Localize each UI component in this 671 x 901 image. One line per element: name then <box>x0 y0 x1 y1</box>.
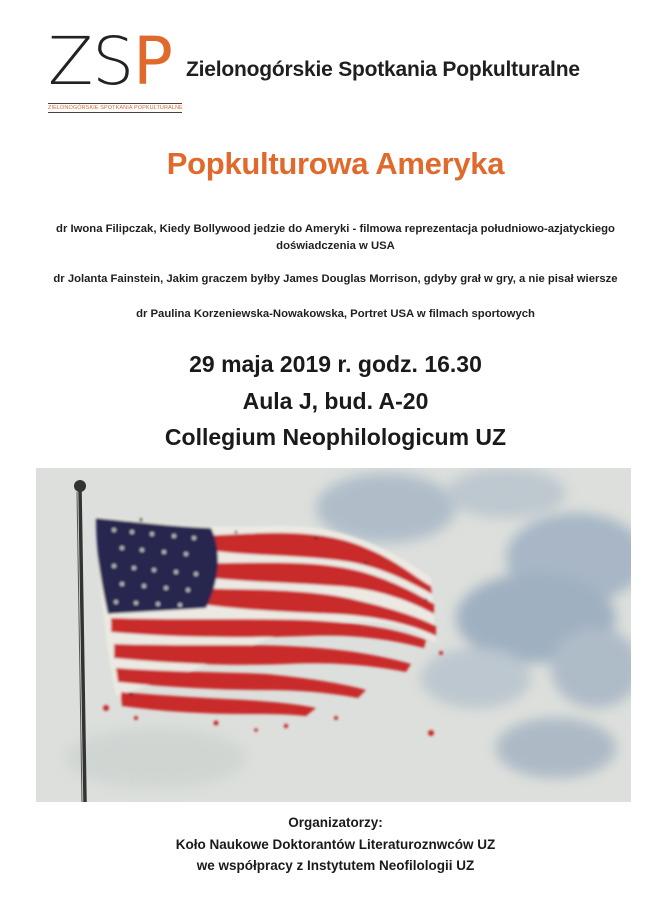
logo-letters <box>48 23 172 100</box>
logo-letters-zs: ZS <box>48 23 134 100</box>
header-title: Zielonogórskie Spotkania Popkulturalne <box>186 58 580 81</box>
logo-letter-p: P <box>133 23 172 100</box>
organizers-label: Organizatorzy: <box>288 815 383 830</box>
event-building: Collegium Neophilologicum UZ <box>164 424 507 450</box>
organizers-line-1: Koło Naukowe Doktorantów Literaturoznwców UZ <box>175 837 496 852</box>
zsp-logo <box>48 23 184 118</box>
talk-3: dr Paulina Korzeniewska-Nowakowska, Portret USA w filmach sportowych <box>136 308 535 320</box>
american-flag-illustration <box>36 468 631 802</box>
event-title: Popkulturowa Ameryka <box>166 146 505 181</box>
organizers-line-2: we współpracy z Instytutem Neofilologii UZ <box>196 858 475 873</box>
talk-1: dr Iwona Filipczak, Kiedy Bollywood jedzie do Ameryki - filmowa reprezentacja południowo-azjatyckiego doświadczenia w USA <box>56 223 615 252</box>
event-room: Aula J, bud. A-20 <box>242 388 429 414</box>
talk-2: dr Jolanta Fainstein, Jakim graczem byłby James Douglas Morrison, gdyby grał w gry, a nie pisał wiersze <box>53 273 618 285</box>
event-date: 29 maja 2019 r. godz. 16.30 <box>189 351 482 377</box>
logo-subtitle: ZIELONOGÓRSKIE SPOTKANIA POPKULTURALNE <box>48 105 183 111</box>
